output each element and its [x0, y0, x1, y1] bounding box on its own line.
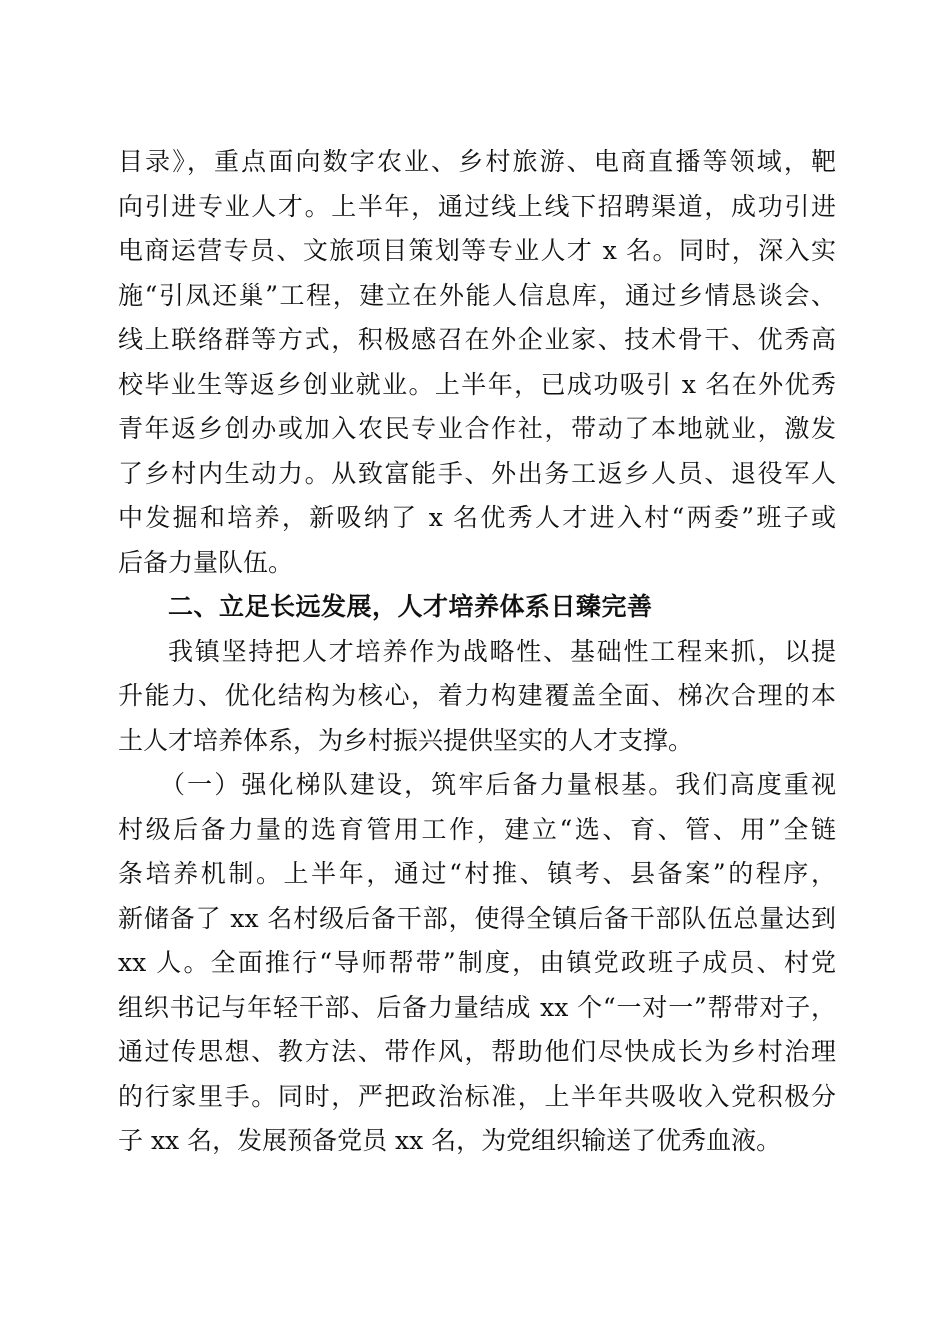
text-line: 后备力量队伍。 [118, 547, 294, 577]
text-line: 电商运营专员、文旅项目策划等专业人才 x 名。同时，深入实 [118, 236, 836, 265]
paragraph-talent-introduction [118, 140, 836, 585]
paragraph-training-system [118, 630, 836, 764]
paragraph-echelon-building [118, 763, 836, 1164]
text-line: 目录》，重点面向数字农业、乡村旅游、电商直播等领域，靶 [118, 147, 836, 176]
text-line: 了乡村内生动力。从致富能手、外出务工返乡人员、退役军人 [118, 458, 836, 488]
text-line: 校毕业生等返乡创业就业。上半年，已成功吸引 x 名在外优秀 [118, 369, 836, 399]
text-line: 的行家里手。同时，严把政治标准，上半年共吸收入党积极分 [118, 1081, 836, 1111]
text-line: 组织书记与年轻干部、后备力量结成 xx 个“一对一”帮带对子， [118, 992, 836, 1022]
text-line: 青年返乡创办或加入农民专业合作社，带动了本地就业，激发 [118, 414, 836, 443]
text-line: 村级后备力量的选育管用工作，建立“选、育、管、用”全链 [118, 814, 836, 844]
text-line: 土人才培养体系，为乡村振兴提供坚实的人才支撑。 [118, 725, 694, 755]
text-line: （一）强化梯队建设，筑牢后备力量根基。我们高度重视 [160, 770, 836, 799]
text-line: 升能力、优化结构为核心，着力构建覆盖全面、梯次合理的本 [118, 681, 836, 710]
text-line: 向引进专业人才。上半年，通过线上线下招聘渠道，成功引进 [118, 191, 836, 221]
text-line: 施“引凤还巢”工程，建立在外能人信息库，通过乡情恳谈会、 [118, 280, 836, 310]
section-heading: 二、立足长远发展，人才培养体系日臻完善 [168, 592, 653, 621]
text-line: 新储备了 xx 名村级后备干部，使得全镇后备干部队伍总量达到 [118, 903, 836, 933]
text-line: 通过传思想、教方法、带作风，帮助他们尽快成长为乡村治理 [118, 1037, 836, 1066]
text-line: 条培养机制。上半年，通过“村推、镇考、县备案”的程序， [118, 859, 836, 888]
text-line: 我镇坚持把人才培养作为战略性、基础性工程来抓，以提 [168, 636, 836, 666]
text-line: 子 xx 名，发展预备党员 xx 名，为党组织输送了优秀血液。 [118, 1126, 782, 1155]
text-line: xx 人。全面推行“导师帮带”制度，由镇党政班子成员、村党 [118, 948, 836, 977]
document-body [118, 140, 836, 1164]
text-line: 线上联络群等方式，积极感召在外企业家、技术骨干、优秀高 [118, 325, 836, 354]
text-line: 中发掘和培养，新吸纳了 x 名优秀人才进入村“两委”班子或 [118, 503, 836, 532]
